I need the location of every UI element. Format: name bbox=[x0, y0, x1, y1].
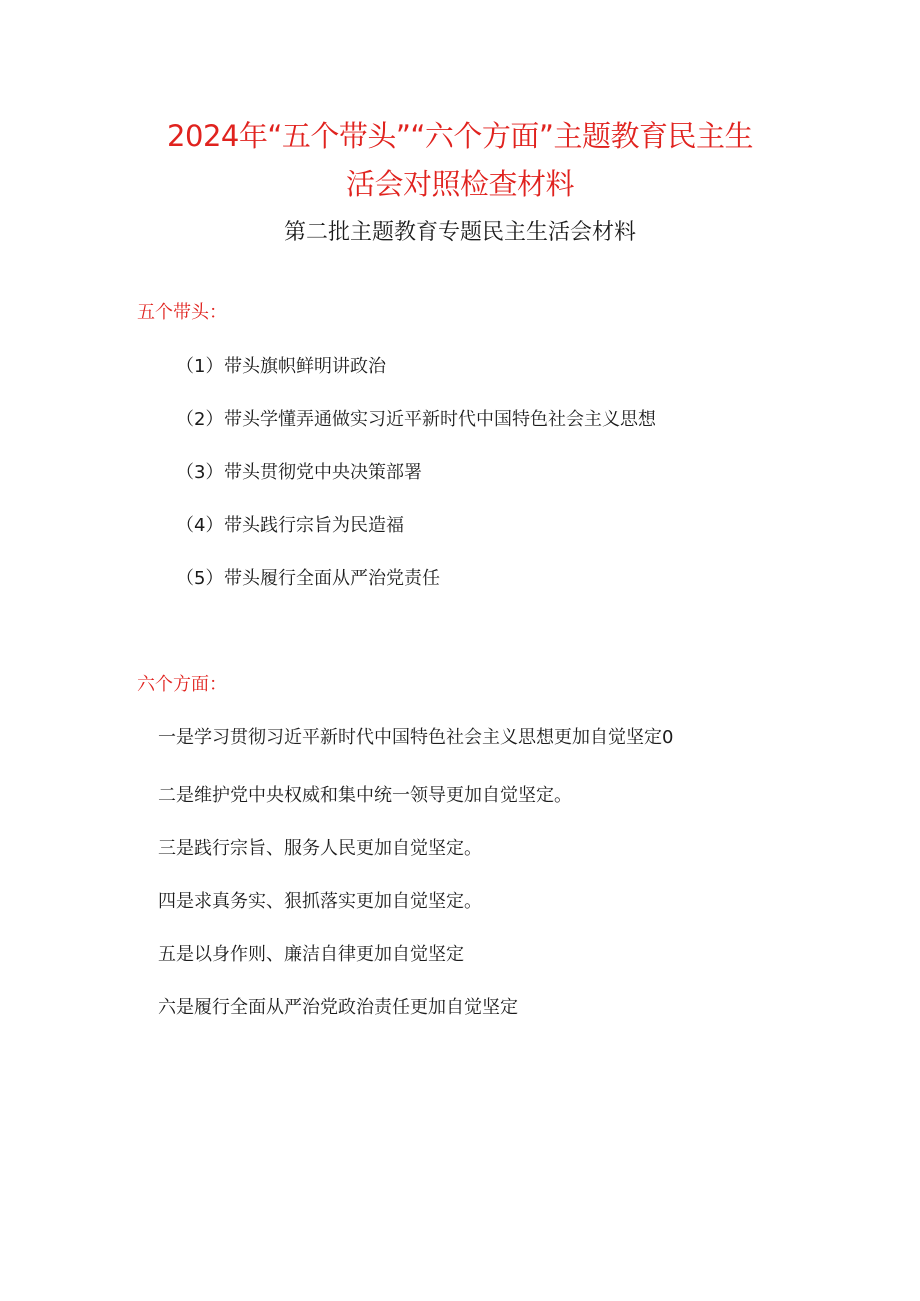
five-leads-item bbox=[176, 513, 404, 539]
six-aspects-heading: 六个方面： bbox=[137, 674, 227, 695]
six-aspects-item: 六是履行全面从严治党政治责任更加自觉坚定 bbox=[158, 997, 518, 1018]
item-number: （2） bbox=[176, 409, 224, 430]
five-leads-item bbox=[176, 460, 422, 486]
item-text: 带头贯彻党中央决策部署 bbox=[224, 462, 422, 483]
item-number: （1） bbox=[176, 356, 224, 377]
item-number: （5） bbox=[176, 568, 224, 589]
six-aspects-item: 二是维护党中央权威和集中统一领导更加自觉坚定。 bbox=[158, 785, 572, 806]
five-leads-item bbox=[176, 354, 386, 380]
document-subtitle: 第二批主题教育专题民主生活会材料 bbox=[283, 220, 636, 245]
item-number: （4） bbox=[176, 515, 224, 536]
five-leads-item bbox=[176, 566, 440, 592]
item-text: 带头学懂弄通做实习近平新时代中国特色社会主义思想 bbox=[224, 409, 656, 430]
five-leads-heading: 五个带头： bbox=[137, 302, 227, 323]
six-aspects-item: 五是以身作则、廉洁自律更加自觉坚定 bbox=[158, 944, 464, 965]
six-aspects-item: 三是践行宗旨、服务人民更加自觉坚定。 bbox=[158, 838, 482, 859]
six-aspects-item: 四是求真务实、狠抓落实更加自觉坚定。 bbox=[158, 891, 482, 912]
five-leads-item bbox=[176, 407, 656, 433]
six-aspects-item: 一是学习贯彻习近平新时代中国特色社会主义思想更加自觉坚定0 bbox=[158, 727, 674, 748]
document-title-line-1: 2024年“五个带头”“六个方面”主题教育民主生 bbox=[167, 119, 753, 153]
item-number: （3） bbox=[176, 462, 224, 483]
item-text: 带头履行全面从严治党责任 bbox=[224, 568, 440, 589]
item-text: 带头践行宗旨为民造福 bbox=[224, 515, 404, 536]
document-title-line-2: 活会对照检查材料 bbox=[345, 167, 574, 201]
item-text: 带头旗帜鲜明讲政治 bbox=[224, 356, 386, 377]
